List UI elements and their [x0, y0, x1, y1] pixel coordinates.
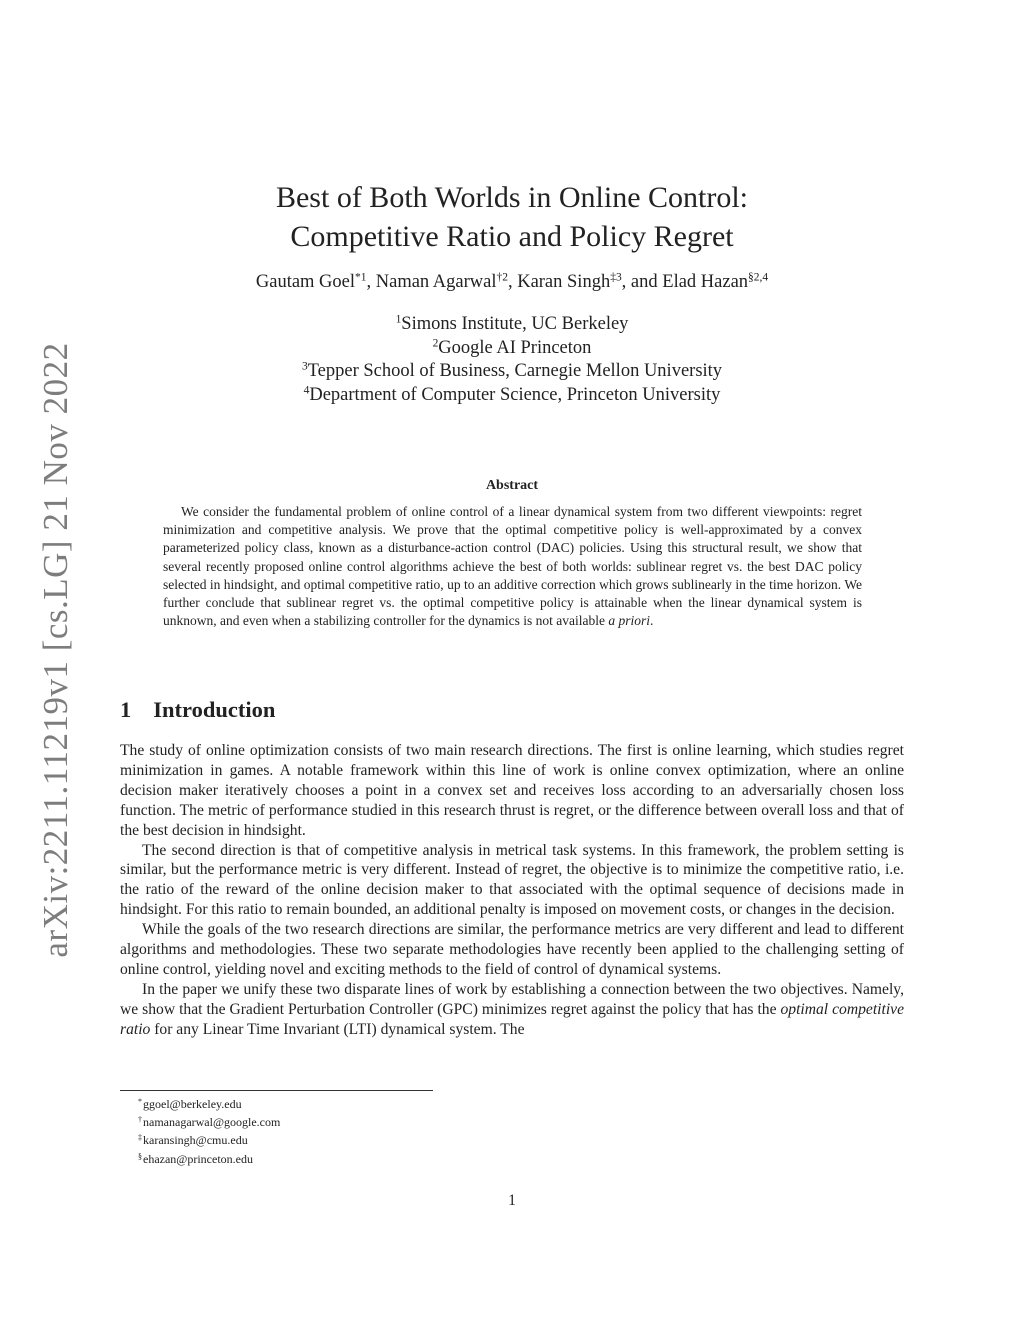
page-number: 1	[508, 1192, 516, 1209]
author-marks: ‡3	[610, 271, 622, 284]
affiliation-list	[0, 313, 1024, 407]
section-heading	[120, 697, 275, 723]
affiliation-text: Tepper School of Business, Carnegie Mellon University	[307, 361, 723, 381]
author-marks: †2	[496, 271, 508, 284]
footnote-mark: ‡	[138, 1133, 142, 1143]
affiliation-number: 2	[432, 337, 439, 350]
footnote-text: namanagarwal@google.com	[143, 1115, 281, 1130]
introduction-body	[120, 741, 904, 1040]
paragraph-emphasis: optimal competitive ratio	[120, 1000, 904, 1038]
author-marks: §2,4	[748, 271, 769, 284]
abstract-body	[163, 503, 862, 630]
paragraph-text: In the paper we unify these two disparate lines of work by establishing a connection between the two objectives. Namely, we show that the Gradient Perturbation Controller (GPC) minimizes regret against the policy that has the	[120, 980, 904, 1018]
paper-title	[0, 178, 1024, 256]
footnote	[138, 1094, 280, 1112]
affiliation	[0, 313, 1024, 337]
author-separator: ,	[507, 272, 518, 292]
arxiv-identifier-stamp: arXiv:2211.11219v1 [cs.LG] 21 Nov 2022	[36, 342, 75, 958]
affiliation-number: 4	[303, 384, 310, 397]
paragraph: The study of online optimization consists of two main research directions. The first is online learning, which studies regret minimization in games. A notable framework within this line of work is online convex optimization, where an online decision maker iteratively chooses a point in a convex set and receives loss according to an adversarially chosen loss function. The metric of performance studied in this research thrust is regret, or the difference between overall loss and that of the best decision in hindsight.	[120, 742, 904, 839]
affiliation-text: Department of Computer Science, Princeton University	[309, 384, 721, 405]
paragraph-text: for any Linear Time Invariant (LTI) dynamical system. The	[150, 1020, 525, 1038]
footnote-mark: †	[138, 1115, 142, 1125]
author-separator: ,	[366, 272, 376, 292]
abstract-text: We consider the fundamental problem of online control of a linear dynamical system from two different viewpoints: regret minimization and competitive analysis. We prove that the optimal competitive policy is well-approximated by a convex parameterized policy class, known as a disturbance-action control (DAC) policies. Using this structural result, we show that several recently proposed online control algorithms achieve the best of both worlds: sublinear regret vs. the best DAC policy selected in hindsight, and optimal competitive ratio, up to an additive correction which grows sublinearly in the time horizon. We further conclude that sublinear regret vs. the optimal competitive policy is attainable when the linear dynamical system is unknown, and even when a stabilizing controller for the dynamics is not available	[163, 504, 862, 629]
title-line-2: Competitive Ratio and Policy Regret	[290, 220, 734, 253]
abstract-heading: Abstract	[485, 478, 539, 493]
footnote-rule	[120, 1090, 433, 1091]
paragraph: While the goals of the two research directions are similar, the performance metrics are very different and lead to different algorithms and methodologies. These two separate methodologies have recently been applied to the challenging setting of online control, yielding novel and exciting methods to the field of control of dynamical systems.	[120, 921, 904, 978]
footnote	[138, 1149, 280, 1167]
title-line-1: Best of Both Worlds in Online Control:	[275, 181, 749, 214]
footnote	[138, 1112, 280, 1130]
affiliation-text: Simons Institute, UC Berkeley	[401, 314, 629, 334]
footnote	[138, 1130, 280, 1148]
affiliation	[0, 360, 1024, 384]
footnote-text: ggoel@berkeley.edu	[143, 1097, 242, 1111]
footnote-text: ehazan@princeton.edu	[143, 1151, 253, 1166]
author-name: Gautam Goel	[255, 272, 356, 292]
affiliation-number: 1	[395, 313, 402, 326]
author-marks: *1	[355, 271, 367, 284]
abstract-end: .	[650, 613, 654, 629]
affiliation-number: 3	[301, 360, 308, 373]
section-title: Introduction	[153, 697, 276, 722]
affiliation	[0, 384, 1024, 408]
author-list	[0, 272, 1024, 293]
footnote-mark: *	[138, 1097, 142, 1106]
footnote-text: karansingh@cmu.edu	[143, 1133, 248, 1148]
author-name: Naman Agarwal	[375, 272, 497, 292]
paragraph: The second direction is that of competitive analysis in metrical task systems. In this framework, the problem setting is similar, but the performance metric is very different. Instead of regret, the objective is to minimize the competitive ratio, i.e. the ratio of the reward of the online decision maker to that associated with the optimal sequence of decisions made in hindsight. For this ratio to remain bounded, an additional penalty is imposed on movement costs, or changes in the decision.	[120, 841, 904, 919]
footnotes	[138, 1094, 280, 1167]
affiliation	[0, 337, 1024, 361]
author-name: Karan Singh	[517, 272, 611, 292]
author-name: Elad Hazan	[662, 272, 749, 292]
footnote-mark: §	[138, 1151, 142, 1161]
affiliation-text: Google AI Princeton	[438, 337, 592, 358]
abstract-italic: a priori	[608, 613, 651, 629]
paragraph	[120, 980, 904, 1040]
author-separator: , and	[621, 272, 663, 292]
section-number: 1	[120, 697, 132, 722]
